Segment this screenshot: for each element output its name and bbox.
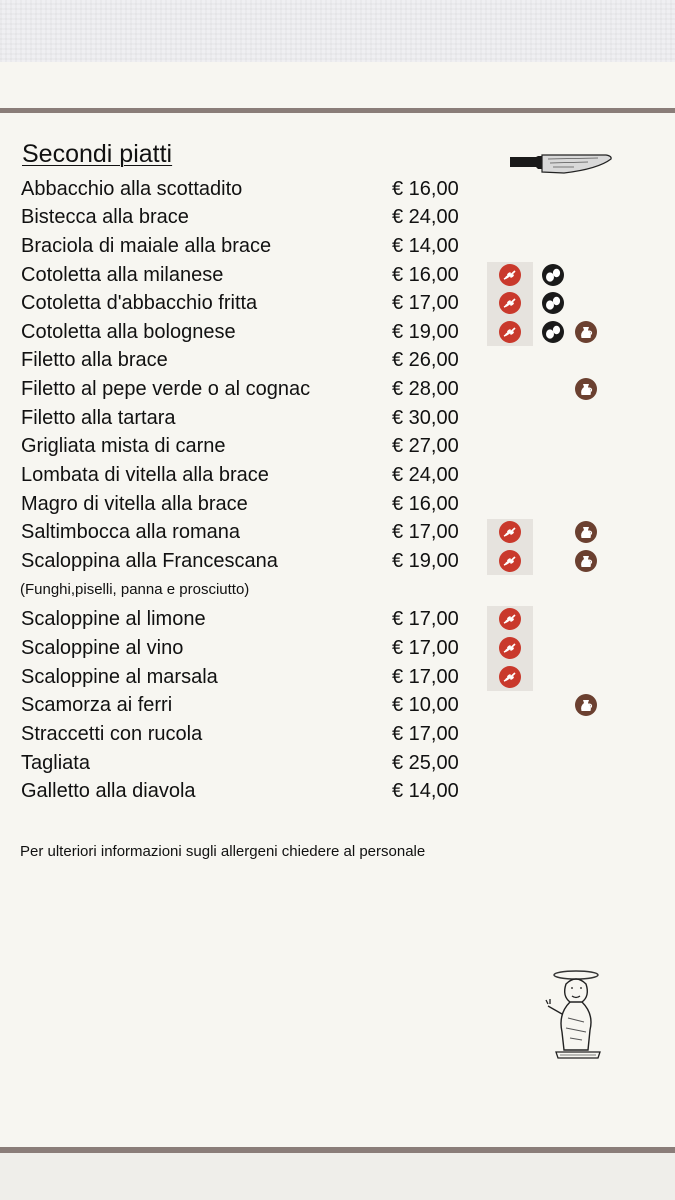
dish-name: Galletto alla diavola (21, 780, 196, 802)
milk-jug-icon (574, 520, 598, 544)
milk-jug-icon (574, 549, 598, 573)
wheat-icon (498, 520, 522, 544)
section-title: Secondi piatti (22, 140, 173, 168)
dish-price: € 16,00 (392, 264, 459, 286)
egg-icon (541, 291, 565, 315)
menu-item (0, 432, 675, 460)
dish-price: € 10,00 (392, 694, 459, 716)
menu-item (0, 605, 675, 633)
menu-item (0, 404, 675, 432)
milk-jug-icon (574, 377, 598, 401)
dish-name: Straccetti con rucola (21, 723, 203, 745)
dish-name: Scaloppine al marsala (21, 666, 218, 688)
dish-price: € 30,00 (392, 407, 459, 429)
wheat-icon (498, 607, 522, 631)
dish-price: € 14,00 (392, 235, 459, 257)
dish-price: € 24,00 (392, 206, 459, 228)
tablecloth-background (0, 0, 675, 70)
dish-price: € 16,00 (392, 493, 459, 515)
dish-name: Abbacchio alla scottadito (21, 178, 243, 200)
menu-item (0, 461, 675, 489)
dish-name: Braciola di maiale alla brace (21, 235, 272, 257)
wheat-icon (498, 263, 522, 287)
dish-name: Scaloppine al vino (21, 637, 184, 659)
dish-name: Cotoletta alla milanese (21, 264, 224, 286)
wheat-icon (498, 320, 522, 344)
dish-name: Magro di vitella alla brace (21, 493, 248, 515)
menu-item (0, 691, 675, 719)
dish-name: Filetto al pepe verde o al cognac (21, 378, 311, 400)
menu-item (0, 749, 675, 777)
menu-item (0, 518, 675, 546)
menu-item (0, 318, 675, 346)
dish-name: Lombata di vitella alla brace (21, 464, 269, 486)
menu-item (0, 375, 675, 403)
wheat-icon (498, 665, 522, 689)
top-border-rule (0, 108, 675, 113)
dish-price: € 17,00 (392, 521, 459, 543)
dish-name: Scaloppina alla Francescana (21, 550, 278, 572)
dish-price: € 14,00 (392, 780, 459, 802)
dish-name: Filetto alla brace (21, 349, 168, 371)
menu-item (0, 261, 675, 289)
dish-price: € 24,00 (392, 464, 459, 486)
menu-item (0, 663, 675, 691)
dish-name: Filetto alla tartara (21, 407, 176, 429)
egg-icon (541, 320, 565, 344)
dish-name: Cotoletta alla bolognese (21, 321, 236, 343)
allergen-footer-note: Per ulteriori informazioni sugli allergeni chiedere al personale (20, 843, 426, 860)
menu-item (0, 490, 675, 518)
dish-name: Scaloppine al limone (21, 608, 206, 630)
dish-name: Bistecca alla brace (21, 206, 189, 228)
menu-item (0, 720, 675, 748)
dish-price: € 17,00 (392, 637, 459, 659)
francescana-ingredients-note: (Funghi,piselli, panna e prosciutto) (20, 581, 250, 598)
wheat-icon (498, 636, 522, 660)
dish-price: € 25,00 (392, 752, 459, 774)
dish-price: € 16,00 (392, 178, 459, 200)
dish-price: € 19,00 (392, 550, 459, 572)
dish-name: Scamorza ai ferri (21, 694, 173, 716)
dish-price: € 17,00 (392, 723, 459, 745)
knife-icon (508, 152, 613, 176)
dish-price: € 28,00 (392, 378, 459, 400)
dish-name: Grigliata mista di carne (21, 435, 226, 457)
table-surface (0, 1153, 675, 1200)
dish-price: € 17,00 (392, 608, 459, 630)
dish-price: € 17,00 (392, 292, 459, 314)
menu-item (0, 547, 675, 575)
dish-price: € 27,00 (392, 435, 459, 457)
menu-item (0, 634, 675, 662)
dish-name: Saltimbocca alla romana (21, 521, 240, 543)
dish-name: Cotoletta d'abbacchio fritta (21, 292, 258, 314)
dish-price: € 19,00 (392, 321, 459, 343)
menu-item (0, 289, 675, 317)
menu-item (0, 777, 675, 805)
dish-name: Tagliata (21, 752, 90, 774)
wheat-icon (498, 549, 522, 573)
menu-item (0, 346, 675, 374)
egg-icon (541, 263, 565, 287)
menu-item (0, 203, 675, 231)
milk-jug-icon (574, 693, 598, 717)
wheat-icon (498, 291, 522, 315)
menu-item (0, 232, 675, 260)
menu-item (0, 175, 675, 203)
dish-price: € 26,00 (392, 349, 459, 371)
mascot-illustration (542, 966, 610, 1062)
milk-jug-icon (574, 320, 598, 344)
dish-price: € 17,00 (392, 666, 459, 688)
